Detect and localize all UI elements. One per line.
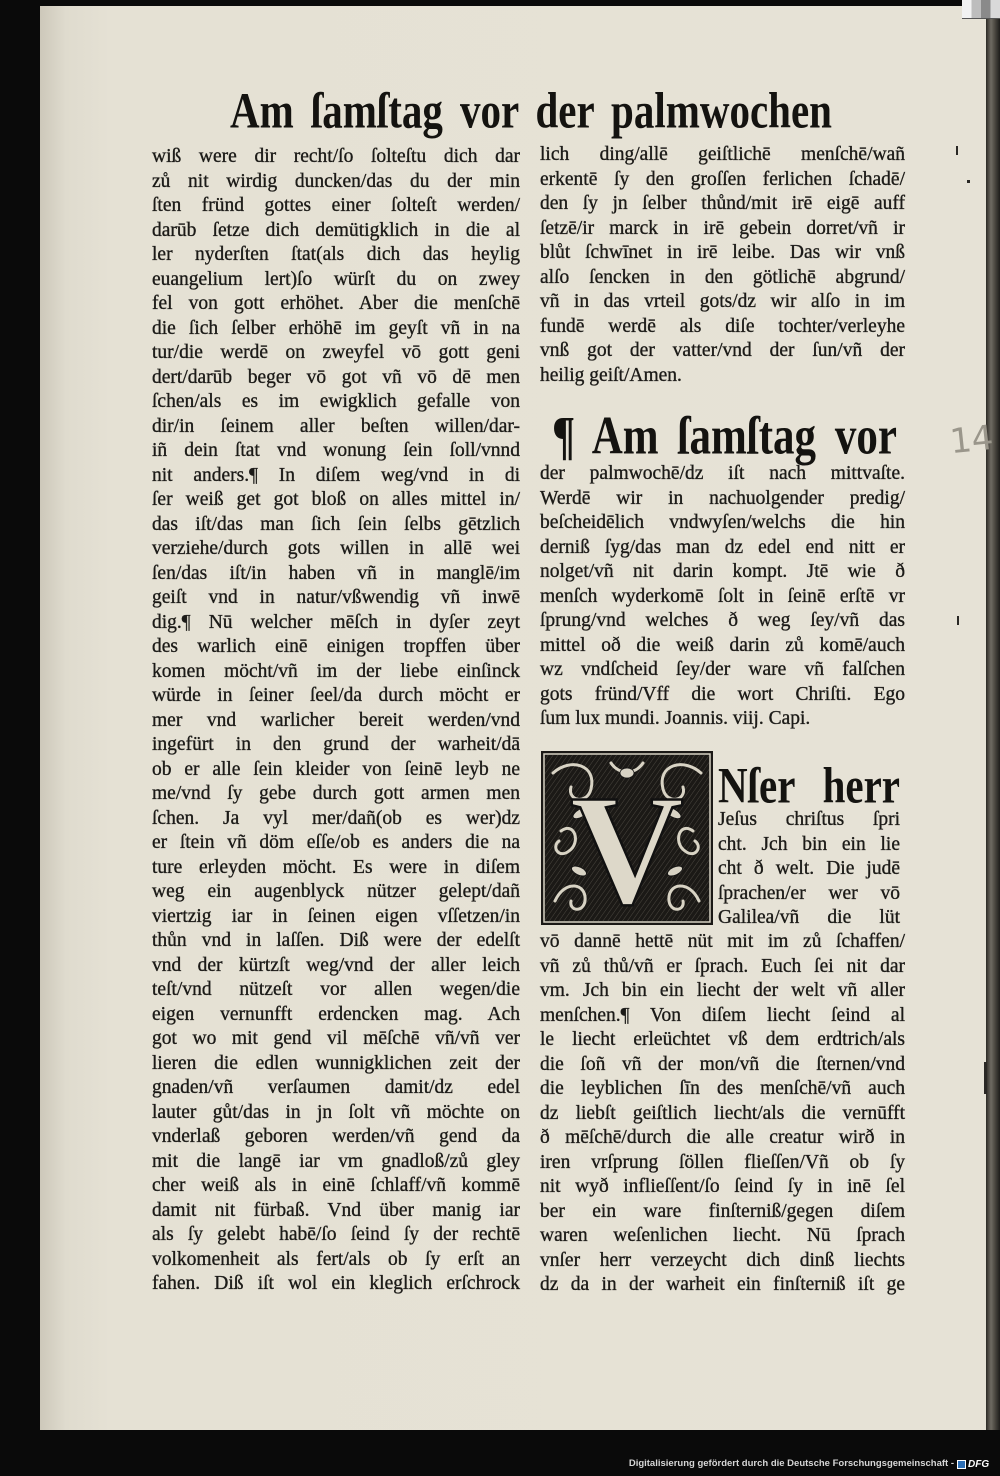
text-line: vñ in das vrteil gots/dz wir alſo in im xyxy=(540,291,905,312)
text-line: gnaden/vñ verſaumen damit/dz edel xyxy=(152,1077,520,1098)
text-line: ber ein ware finſterniß/gegen diſem xyxy=(540,1200,905,1222)
text-line: vnderlaß geboren werden/vñ gend da xyxy=(152,1126,520,1147)
text-line: beſcheidēlich vndwyſen/welchs die hin xyxy=(540,512,905,533)
text-line: darūb ſetze dich demütigklich in die al xyxy=(152,219,520,241)
text-line: ſchen. Ja vyl mer/dañ(ob es wer)dz xyxy=(152,807,520,829)
text-line: ð mēſchē/durch die alle creatur wirð in xyxy=(540,1127,905,1148)
text-line: eigen vernunfft erdencken mag. Ach xyxy=(152,1003,520,1025)
text-line: dir/in ſeinem aller beſten willen/dar- xyxy=(152,415,520,437)
text-line: mer vnd warlicher bereit werden/vnd xyxy=(152,709,520,731)
text-line: ſer weiß get got bloß on alles mittel in/ xyxy=(152,489,520,510)
text-line: ſprung/vnd welches ð weg ſey/vñ das xyxy=(540,610,905,631)
text-line: damit nit fürbaß. Vnd über manig iar xyxy=(152,1199,520,1221)
text-line: blůt ſchwīnet in irē leibe. Das wir vnß xyxy=(540,242,905,263)
text-line: menſchen.¶ Von diſem liecht ſeind al xyxy=(540,1004,905,1026)
text-line: viertzig iar in ſeinen eigen vſſetzen/in xyxy=(152,905,520,927)
text-line: le liecht erleüchtet vß dem erdtrich/als xyxy=(540,1029,905,1050)
text-line: ob er alle ſein kleider von ſeinē leyb ne xyxy=(152,758,520,780)
text-line: thůn vnd in laſſen. Diß were der edelſt xyxy=(152,930,520,951)
text-line: tur/die werdē on zweyfel vō gott geni xyxy=(152,342,520,363)
text-line: iren vrſprung ſöllen flieſſen/Vñ ob ſy xyxy=(540,1151,905,1173)
text-line: menſch wyderkomē ſolt in ſeinē erſtē vr xyxy=(540,585,905,607)
text-line: nit wyð inflieſſent/ſo ſeind ſy in inē ſel xyxy=(540,1176,905,1197)
text-line: iñ dein ſtat vnd wonung ſein ſoll/vnnd xyxy=(152,440,520,461)
text-line: vm. Jch bin ein liecht der welt vñ aller xyxy=(540,980,905,1001)
text-line: dert/darūb beger vō got vñ vō dē men xyxy=(152,366,520,388)
margin-mark xyxy=(956,146,958,155)
text-line: weg ein augenblyck nützer gelept/dañ xyxy=(152,881,520,902)
text-line: die ſoñ vñ der mon/vñ die ſternen/vnd xyxy=(540,1053,905,1075)
text-line: heilig geiſt/Amen. xyxy=(540,364,682,386)
initial-letter: V xyxy=(569,763,685,925)
text-line: cher weiß als in einē ſchlaff/vñ kommē xyxy=(152,1175,520,1196)
text-line: Galilea/vñ die lüt xyxy=(718,907,900,928)
text-line: ſchen/als es im ewigklich gefalle von xyxy=(152,391,520,412)
text-line: me/vnd ſy gebe durch gott armen men xyxy=(152,783,520,804)
text-line: vō dannē hettē nüt mit im zů ſchaffen/ xyxy=(540,931,905,952)
text-line: volkomenheit als fert/als ob ſy erſt an xyxy=(152,1248,520,1270)
text-line: derniß ſyg/das man dz edel end nitt er xyxy=(540,536,905,558)
decorated-initial xyxy=(541,751,713,925)
text-line: nolget/vñ nit darin kompt. Jtē wie ð xyxy=(540,561,905,582)
running-head: Am ſamſtag vor der palmwochen xyxy=(230,81,832,139)
text-line: ture erleyden möcht. Es were in diſem xyxy=(152,856,520,878)
text-line: mittel oð die weiß darin zů komē/auch xyxy=(540,634,905,656)
ornament-graphic xyxy=(541,751,713,925)
text-line: wiß were dir recht/ſo ſolteſtu dich dar xyxy=(152,146,520,167)
digitization-credit: Digitalisierung gefördert durch die Deutsche Forschungsgemeinschaft - xyxy=(628,1458,954,1469)
text-line: Werdē wir in nachuolgender predig/ xyxy=(540,487,905,509)
text-line: vnd der kürtzſt weg/vnd der aller leich xyxy=(152,954,520,976)
initial-continuation: Nſer herr xyxy=(718,756,900,814)
color-calibration-strip xyxy=(962,0,1000,19)
margin-mark xyxy=(967,180,970,183)
text-line: das iſt/das man ſich ſein ſelbs gētzlich xyxy=(152,513,520,535)
text-line: ingefürt in den grund der warheit/dā xyxy=(152,734,520,755)
margin-mark xyxy=(957,616,959,625)
text-line: ſen/das iſt/in haben vñ in manglē/im xyxy=(152,562,520,584)
text-line: ſetzē/ir marck in irē gebein dorret/vñ ir xyxy=(540,217,905,239)
text-line: gots fründ/Vff die wort Chriſti. Ego xyxy=(540,683,905,705)
text-line: würde in ſeiner ſeel/da durch möcht er xyxy=(152,685,520,706)
text-line: got wo mit gend vil mēſchē vñ/vñ ver xyxy=(152,1028,520,1049)
section-heading: ¶ Am ſamſtag vor xyxy=(552,407,897,466)
text-line: dz da in der warheit ein finſterniß iſt ge xyxy=(540,1274,905,1295)
text-line: geiſt vnd in natur/vßwendig vñ inwē xyxy=(152,587,520,608)
text-line: cht ð welt. Die judē xyxy=(718,858,900,879)
text-line: er ſtein vñ döm eſſe/ob es anders die na xyxy=(152,832,520,853)
text-line: waren weſenlichen liecht. Nū ſprach xyxy=(540,1225,905,1246)
text-line: vnß got der vatter/vnd der ſun/vñ der xyxy=(540,340,905,361)
section-summary xyxy=(540,462,905,732)
text-line: dz liebſt geiſtlich liecht/als die vernūfft xyxy=(540,1102,905,1124)
text-line: dig.¶ Nū welcher mēſch in dyſer zeyt xyxy=(152,611,520,633)
right-column-top xyxy=(540,143,905,388)
text-line: wz vndſcheid ſey/der ware vñ falſchen xyxy=(540,659,905,680)
text-line: den ſy jn ſelber thůnd/mit irē eigē auff xyxy=(540,193,905,214)
text-line: ſprachen/er wer vō xyxy=(718,882,900,904)
text-line: teſt/vnd nützeſt vor allen wegen/die xyxy=(152,979,520,1000)
text-line: fahen. Diß iſt wol ein kleglich erſchrock xyxy=(152,1273,520,1294)
lines-beside-initial xyxy=(718,808,900,931)
text-line: vnſer herr verzeycht dich dinß liechts xyxy=(540,1249,905,1271)
text-line: der palmwochē/dz iſt nach mittvaſte. xyxy=(540,463,905,484)
text-line: ſten fründ gottes einer ſolteſt werden/ xyxy=(152,195,520,216)
pencil-folio-number: 14 xyxy=(948,417,996,463)
text-line: Jeſus chriſtus ſpri xyxy=(718,809,900,830)
text-line: die ſich ſelber erhöhē im geyſt vñ in na xyxy=(152,317,520,339)
book-edge xyxy=(986,0,1000,1430)
text-line: vñ zů thů/vñ er ſprach. Euch ſei nit dar xyxy=(540,955,905,977)
text-line: lieren die edlen wunnigklichen zeit der xyxy=(152,1052,520,1074)
text-line: zů nit wirdig duncken/das du der min xyxy=(152,170,520,192)
margin-mark xyxy=(984,1062,987,1094)
text-line: ler nyderſten ſtat(als dich das heylig xyxy=(152,244,520,265)
text-line: die leyblichen ſīn des menſchē/vñ auch xyxy=(540,1078,905,1099)
text-line: ſum lux mundi. Joannis. viij. Capi. xyxy=(540,708,811,729)
text-line: fundē werdē als diſe tochter/verleyhe xyxy=(540,315,905,337)
text-line: lich ding/allē geiſtlichē menſchē/wañ xyxy=(540,144,905,165)
text-line: fel von gott erhöhet. Aber die menſchē xyxy=(152,293,520,314)
text-line: alſo ſencken in den götlichē abgrund/ xyxy=(540,266,905,288)
dfg-logo xyxy=(957,1457,997,1471)
text-line: des warlich einē einigen tropffen über xyxy=(152,636,520,657)
text-line: nit anders.¶ In diſem weg/vnd in di xyxy=(152,464,520,486)
text-line: erkentē ſy den groſſen ferlichen ſchadē/ xyxy=(540,168,905,190)
text-line: als ſy gelebt habē/ſo ſeind ſy der rechtē xyxy=(152,1224,520,1245)
text-line: mit die langē iar vm gnadloß/zů gley xyxy=(152,1150,520,1172)
dfg-logo-text: DFG xyxy=(968,1458,990,1470)
text-line: cht. Jch bin ein lie xyxy=(718,833,900,855)
text-line: komen möcht/vñ im der liebe einſinck xyxy=(152,660,520,682)
text-line: euangelium lert)ſo würſt du on zwey xyxy=(152,268,520,290)
text-line: lauter gůt/das in jn ſolt vñ möchte on xyxy=(152,1101,520,1123)
left-column xyxy=(152,145,520,1297)
right-column-body xyxy=(540,930,905,1298)
text-line: verziehe/durch gots willen in allē wei xyxy=(152,538,520,559)
dfg-logo-icon xyxy=(957,1460,966,1469)
